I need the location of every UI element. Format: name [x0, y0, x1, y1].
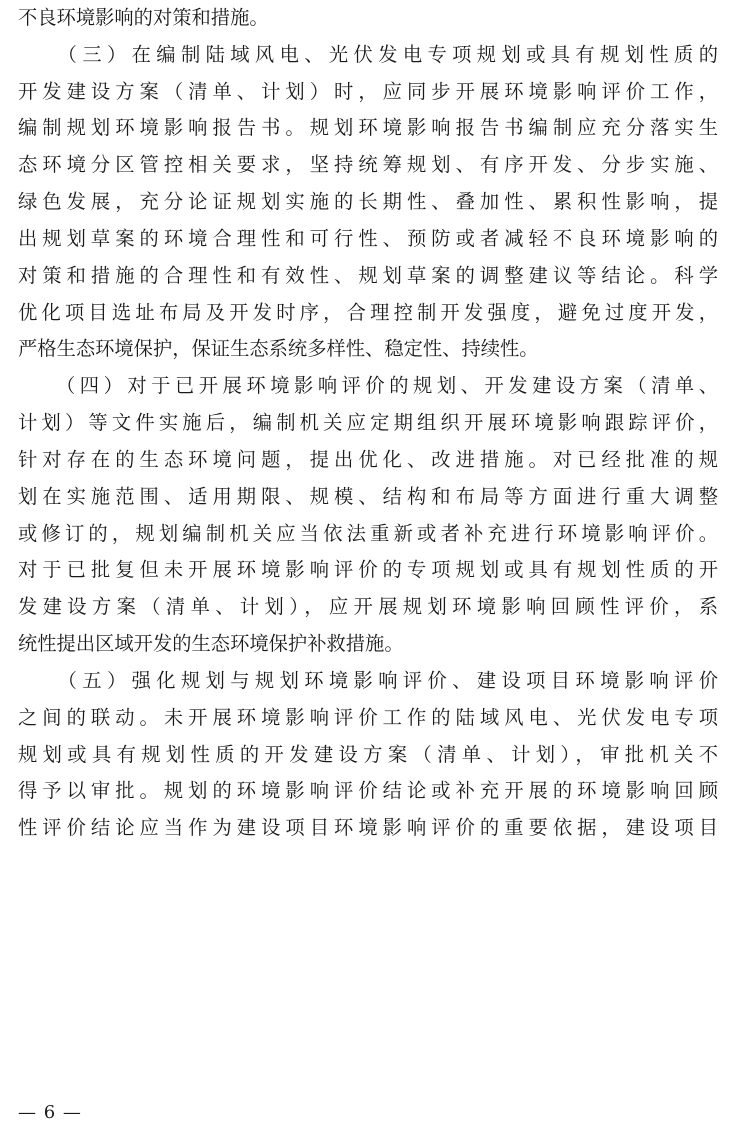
page-number: — 6 —: [18, 1102, 82, 1123]
text-line: 不良环境影响的对策和措施。: [18, 6, 269, 29]
text-line: 之间的联动。未开展环境影响评价工作的陆域风电、光伏发电专项: [18, 705, 718, 729]
text-line: 发建设方案（清单、计划），应开展规划环境影响回顾性评价，系: [18, 595, 718, 619]
text-line: 统性提出区域开发的生态环境保护补救措施。: [18, 632, 404, 656]
text-line: （四）对于已开展环境影响评价的规划、开发建设方案（清单、: [18, 374, 718, 398]
text-line: 优化项目选址布局及开发时序，合理控制开发强度，避免过度开发，: [18, 300, 718, 324]
text-line: 或修订的，规划编制机关应当依法重新或者补充进行环境影响评价。: [18, 521, 718, 545]
text-line: 绿色发展，充分论证规划实施的长期性、叠加性、累积性影响，提: [18, 190, 718, 214]
text-line: 计划）等文件实施后，编制机关应定期组织开展环境影响跟踪评价，: [18, 411, 718, 435]
text-line: 对于已批复但未开展环境影响评价的专项规划或具有规划性质的开: [18, 558, 718, 582]
text-line: （五）强化规划与规划环境影响评价、建设项目环境影响评价: [18, 668, 718, 692]
text-line: 态环境分区管控相关要求，坚持统筹规划、有序开发、分步实施、: [18, 153, 718, 177]
text-line: 对策和措施的合理性和有效性、规划草案的调整建议等结论。科学: [18, 263, 718, 287]
text-line: 得予以审批。规划的环境影响评价结论或补充开展的环境影响回顾: [18, 779, 718, 803]
text-line: 针对存在的生态环境问题，提出优化、改进措施。对已经批准的规: [18, 447, 718, 471]
text-line: 开发建设方案（清单、计划）时，应同步开展环境影响评价工作，: [18, 79, 718, 103]
text-line: 性评价结论应当作为建设项目环境影响评价的重要依据，建设项目: [18, 816, 718, 840]
text-line: 划在实施范围、适用期限、规模、结构和布局等方面进行重大调整: [18, 484, 718, 508]
document-body: [18, 0, 718, 847]
text-line: 出规划草案的环境合理性和可行性、预防或者减轻不良环境影响的: [18, 226, 718, 250]
text-line: （三）在编制陆域风电、光伏发电专项规划或具有规划性质的: [18, 42, 718, 66]
text-line: 编制规划环境影响报告书。规划环境影响报告书编制应充分落实生: [18, 116, 718, 140]
text-line: 规划或具有规划性质的开发建设方案（清单、计划），审批机关不: [18, 742, 718, 766]
text-line: 严格生态环境保护，保证生态系统多样性、稳定性、持续性。: [18, 337, 539, 361]
